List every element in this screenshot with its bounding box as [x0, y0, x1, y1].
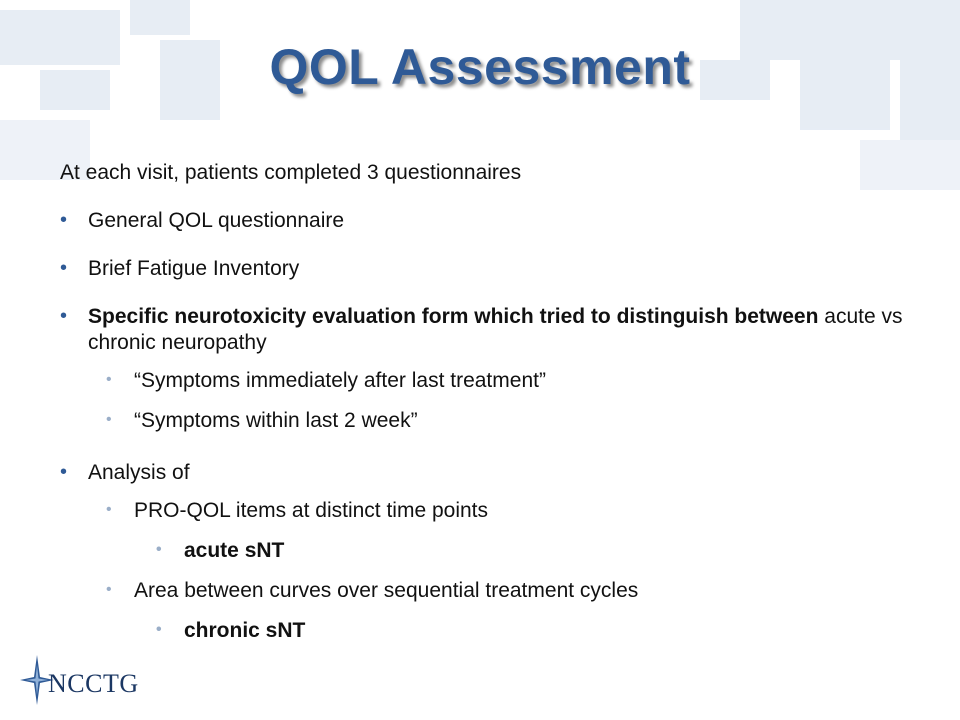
bullet-dot: • — [60, 209, 68, 231]
ncctg-logo — [20, 655, 139, 705]
sub-bullet-dot: • — [106, 501, 112, 518]
sub-sub-bullet-text: chronic sNT — [184, 619, 306, 642]
sub-bullet-dot: • — [106, 411, 112, 428]
sub-sub-bullet-acute-snt — [156, 538, 920, 564]
sub-bullet-dot: • — [106, 371, 112, 388]
sub-bullet-text: “Symptoms within last 2 week” — [134, 409, 418, 432]
bullet-text-bold: Specific neurotoxicity evaluation form which tried to distinguish between — [88, 305, 819, 328]
sub-bullet-dot: • — [106, 581, 112, 598]
slide-title: QOL Assessment — [269, 39, 691, 95]
intro-text: At each visit, patients completed 3 questionnaires — [60, 161, 522, 184]
sub-sub-bullet-dot: • — [156, 621, 162, 638]
sub-sub-bullet-text: acute sNT — [184, 539, 285, 562]
bullet-analysis-of — [60, 460, 920, 486]
slide-content — [60, 160, 920, 658]
logo-text: NCCTG — [48, 669, 139, 698]
bullet-text: Analysis of — [88, 461, 190, 484]
sub-sub-bullet-chronic-snt — [156, 618, 920, 644]
bullet-general-qol — [60, 208, 920, 234]
sub-sub-bullet-dot: • — [156, 541, 162, 558]
sub-bullet-immediately-after — [106, 368, 920, 394]
bullet-brief-fatigue — [60, 256, 920, 282]
sub-bullet-pro-qol — [106, 498, 920, 524]
sub-bullet-text: “Symptoms immediately after last treatment” — [134, 369, 546, 392]
sub-bullet-text: PRO-QOL items at distinct time points — [134, 499, 488, 522]
bullet-dot: • — [60, 461, 68, 483]
bullet-text: acute vs chronic neuropathy — [88, 305, 903, 354]
sub-bullet-last-2-week — [106, 408, 920, 434]
bullet-neurotoxicity-form — [60, 304, 920, 356]
bullet-text: General QOL questionnaire — [88, 209, 345, 232]
bullet-dot: • — [60, 305, 68, 327]
sub-bullet-area-between-curves — [106, 578, 920, 604]
sub-bullet-text: Area between curves over sequential treatment cycles — [134, 579, 639, 602]
bullet-dot: • — [60, 257, 68, 279]
bullet-text: Brief Fatigue Inventory — [88, 257, 300, 280]
